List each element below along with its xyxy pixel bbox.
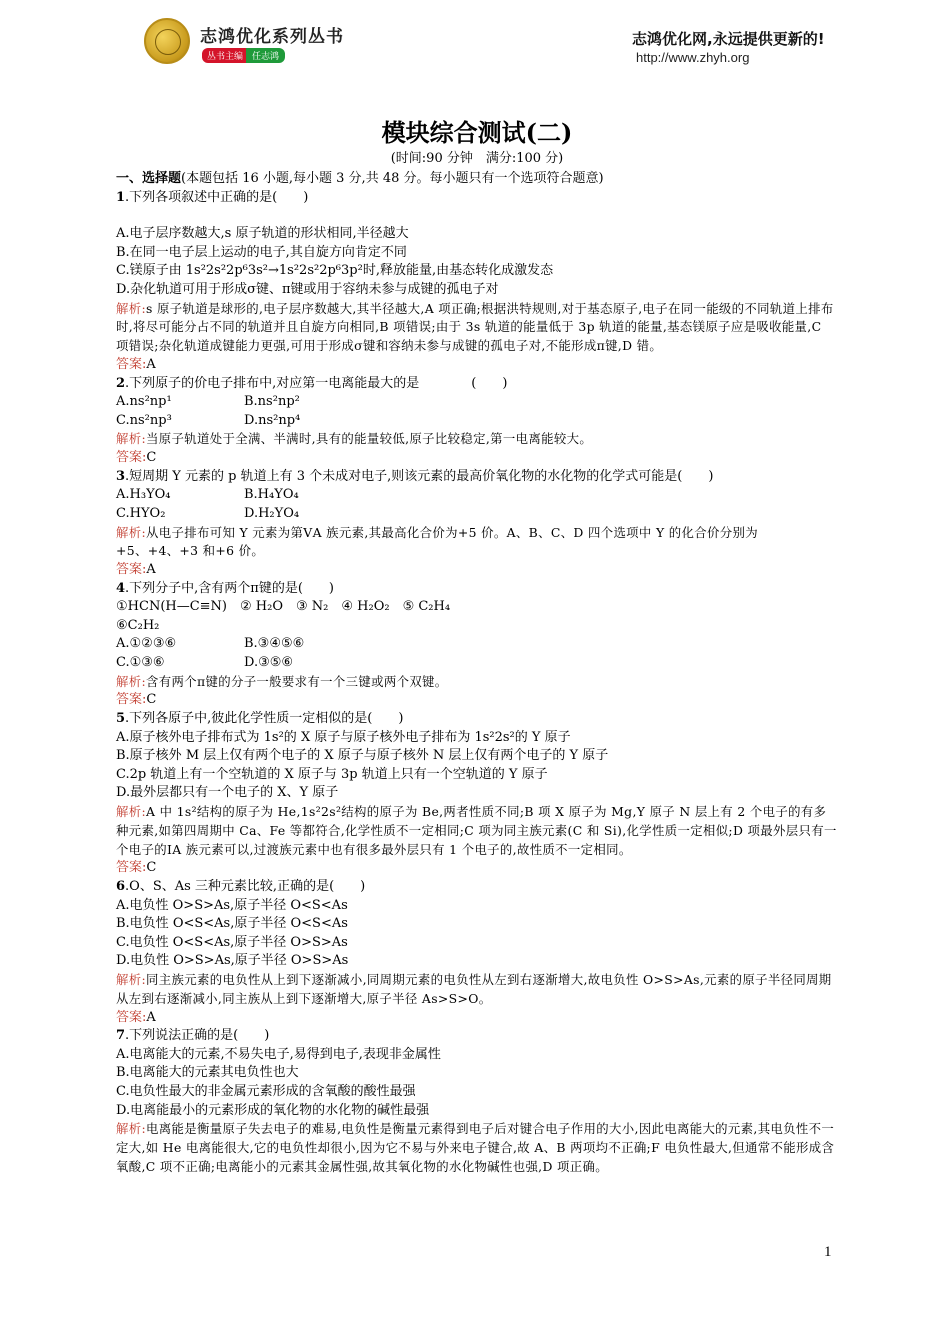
question-3-stem <box>116 468 838 487</box>
question-1-stem <box>116 189 838 208</box>
question-7-option-a: A.电离能大的元素,不易失电子,易得到电子,表现非金属性 <box>116 1046 441 1062</box>
page-number: 1 <box>824 1244 832 1260</box>
question-6-option-b: B.电负性 O<S<As,原子半径 O<S<As <box>116 916 348 932</box>
section-note: (本题包括 16 小题,每小题 3 分,共 48 分。每小题只有一个选项符合题意) <box>181 171 604 186</box>
exam-info: (时间:90 分钟 满分:100 分) <box>390 151 564 166</box>
question-5-stem <box>116 710 838 729</box>
question-6-answer <box>116 1009 838 1028</box>
section-title: 一、选择题 <box>116 171 182 186</box>
question-6-stem <box>116 878 838 897</box>
editor-name: 任志鸿 <box>246 48 285 63</box>
question-4-options-ab <box>116 635 838 654</box>
question-text: .O、S、As 三种元素比较,正确的是( ) <box>125 879 366 894</box>
question-5-option-b: B.原子核外 M 层上仅有两个电子的 X 原子与原子核外 N 层上仅有两个电子的 Y 原子 <box>116 748 609 764</box>
question-1-answer <box>116 356 838 375</box>
question-1-option-b: B.在同一电子层上运动的电子,其自旋方向肯定不同 <box>116 244 407 260</box>
option-b: B.③④⑤⑥ <box>244 636 305 652</box>
answer-value: C <box>146 450 157 466</box>
question-2-stem <box>116 375 838 394</box>
question-4-stem <box>116 580 838 599</box>
option-d: D.ns²np⁴ <box>244 412 301 428</box>
question-4-choices-line-1: ①HCN(H—C≡N) ② H₂O ③ N₂ ④ H₂O₂ ⑤ C₂H₄ <box>116 599 451 615</box>
question-number: 3 <box>116 468 126 484</box>
analysis-label: 解析: <box>116 804 147 820</box>
answer-value: C <box>146 692 157 708</box>
option-b: B.ns²np² <box>244 394 300 410</box>
question-6-option-a: A.电负性 O>S>As,原子半径 O<S<As <box>116 897 348 913</box>
answer-label: 答案: <box>116 860 147 876</box>
question-text: .下列各原子中,彼此化学性质一定相似的是( ) <box>125 711 404 727</box>
question-text: .下列各项叙述中正确的是( ) <box>125 189 309 205</box>
question-5-option-d: D.最外层都只有一个电子的 X、Y 原子 <box>116 785 339 801</box>
analysis-label: 解析: <box>116 971 147 987</box>
answer-label: 答案: <box>116 692 147 708</box>
question-7-option-b: B.电离能大的元素其电负性也大 <box>116 1065 299 1081</box>
explanation-text: 同主族元素的电负性从上到下逐渐减小,同周期元素的电负性从左到右逐渐增大,故电负性 O>S>As,元素的原子半径同周期从左到右逐渐减小,同主族从上到下逐渐增大,原子半径 As>S>O。 <box>116 971 832 1006</box>
page-header <box>0 0 950 80</box>
series-title: 志鸿优化系列丛书 <box>200 27 344 47</box>
question-2-options-ab <box>116 393 838 412</box>
question-number: 1 <box>116 189 126 205</box>
question-5-answer <box>116 859 838 878</box>
answer-value: C <box>146 860 157 876</box>
question-text: .下列说法正确的是( ) <box>125 1028 270 1044</box>
header-slogan: 志鸿优化网,永远提供更新的! <box>632 30 825 48</box>
analysis-label: 解析: <box>116 673 147 689</box>
header-url[interactable]: http://www.zhyh.org <box>636 50 750 65</box>
answer-label: 答案: <box>116 356 147 372</box>
option-d: D.H₂YO₄ <box>244 505 300 521</box>
answer-label: 答案: <box>116 1009 147 1025</box>
answer-label: 答案: <box>116 450 147 466</box>
question-7-stem <box>116 1027 838 1046</box>
question-text: .短周期 Y 元素的 p 轨道上有 3 个未成对电子,则该元素的最高价氧化物的水化物的化学式可能是( ) <box>125 468 714 484</box>
question-1-option-a: A.电子层序数越大,s 原子轨道的形状相同,半径越大 <box>116 226 409 242</box>
question-4-explanation <box>116 673 838 692</box>
question-3-explanation <box>116 524 838 562</box>
question-5-explanation <box>116 803 838 859</box>
question-3-options-ab <box>116 486 838 505</box>
question-6-option-d: D.电负性 O>S>As,原子半径 O>S>As <box>116 953 349 969</box>
answer-value: A <box>146 562 156 578</box>
analysis-label: 解析: <box>116 300 147 316</box>
series-logo-icon <box>144 18 190 64</box>
question-5-option-a: A.原子核外电子排布式为 1s²的 X 原子与原子核外电子排布为 1s²2s²的 Y 原子 <box>116 729 571 745</box>
question-text: .下列原子的价电子排布中,对应第一电离能最大的是 ( ) <box>125 375 508 391</box>
question-3-answer <box>116 561 838 580</box>
question-4-choices-line-2: ⑥C₂H₂ <box>116 617 160 633</box>
question-2-options-cd <box>116 412 838 431</box>
question-6-option-c: C.电负性 O<S<As,原子半径 O>S>As <box>116 934 348 950</box>
question-1-option-c: C.镁原子由 1s²2s²2p⁶3s²→1s²2s²2p⁶3p²时,释放能量,由基态转化成激发态 <box>116 263 554 279</box>
question-7-option-d: D.电离能最小的元素形成的氧化物的水化物的碱性最强 <box>116 1102 430 1118</box>
document-body <box>116 116 838 1177</box>
question-5-option-c: C.2p 轨道上有一个空轨道的 X 原子与 3p 轨道上只有一个空轨道的 Y 原子 <box>116 766 548 782</box>
question-4-options-cd <box>116 654 838 673</box>
question-1-option-d: D.杂化轨道可用于形成σ键、π键或用于容纳未参与成键的孤电子对 <box>116 281 499 297</box>
question-3-options-cd <box>116 505 838 524</box>
option-b: B.H₄YO₄ <box>244 487 299 503</box>
question-number: 5 <box>116 711 126 727</box>
question-1-explanation <box>116 300 838 356</box>
option-a: A.H₃YO₄ <box>116 487 171 503</box>
answer-value: A <box>146 1009 156 1025</box>
question-7-option-c: C.电负性最大的非金属元素形成的含氧酸的酸性最强 <box>116 1083 416 1099</box>
page-title: 模块综合测试(二) <box>381 118 573 147</box>
editor-tag: 丛书主编 <box>202 48 248 63</box>
question-2-answer <box>116 449 838 468</box>
explanation-text: 电离能是衡量原子失去电子的难易,电负性是衡量元素得到电子后对键合电子作用的大小,因此电离能大的元素,其电负性不一定大,如 He 电离能很大,它的电负性却很小,因为它不易与外来电子键合,故 A、B 两项均不正确;F 电负性最大,但通常不能形成含氧酸,C 项不正确;电离能小的元素其金属性强,故其氧化物的水化物碱性也强,D 项正确。 <box>116 1121 835 1174</box>
question-number: 4 <box>116 580 126 596</box>
question-number: 2 <box>116 375 126 391</box>
question-7-explanation <box>116 1120 838 1176</box>
analysis-label: 解析: <box>116 524 147 540</box>
option-a: A.①②③⑥ <box>116 636 177 652</box>
question-4-answer <box>116 691 838 710</box>
question-number: 6 <box>116 879 126 894</box>
analysis-label: 解析: <box>116 1121 147 1137</box>
option-c: C.HYO₂ <box>116 505 166 521</box>
explanation-text: 从电子排布可知 Y 元素为第ⅤA 族元素,其最高化合价为+5 价。A、B、C、D 四个选项中 Y 的化合价分别为+5、+4、+3 和+6 价。 <box>116 524 758 559</box>
section-heading <box>116 170 838 189</box>
question-text: .下列分子中,含有两个π键的是( ) <box>125 580 334 596</box>
option-c: C.ns²np³ <box>116 412 172 428</box>
answer-value: A <box>146 356 156 372</box>
option-d: D.③⑤⑥ <box>244 655 294 671</box>
analysis-label: 解析: <box>116 431 147 447</box>
option-c: C.①③⑥ <box>116 655 165 671</box>
option-a: A.ns²np¹ <box>116 394 172 410</box>
question-number: 7 <box>116 1028 126 1044</box>
answer-label: 答案: <box>116 562 147 578</box>
question-6-explanation <box>116 971 838 1009</box>
explanation-text: s 原子轨道是球形的,电子层序数越大,其半径越大,A 项正确;根据洪特规则,对于基态原子,电子在同一能级的不同轨道上排布时,将尽可能分占不同的轨道并且自旋方向相同,B 项错误;由于 3s 轨道的能量低于 3p 轨道的能量,基态镁原子应是吸收能量,C 项错误;杂化轨道成键能力更强,可用于形成σ键和容纳未参与成键的孤电子对,不能形成π键,D 错。 <box>116 300 834 354</box>
question-2-explanation <box>116 430 838 449</box>
explanation-text: A 中 1s²结构的原子为 He,1s²2s²结构的原子为 Be,两者性质不同;B 项 X 原子为 Mg,Y 原子 N 层上有 2 个电子的有多种元素,如第四周期中 Ca、Fe 等都符合,化学性质不一定相同;C 项为同主族元素(C 和 Si),化学性质一定相似;D 项最外层只有一个电子的ⅠA 族元素可以,过渡族元素中也有很多最外层只有 1 个电子的,故性质不一定相同。 <box>116 804 837 857</box>
explanation-text: 当原子轨道处于全满、半满时,具有的能量较低,原子比较稳定,第一电离能较大。 <box>146 431 593 447</box>
explanation-text: 含有两个π键的分子一般要求有一个三键或两个双键。 <box>146 673 448 689</box>
